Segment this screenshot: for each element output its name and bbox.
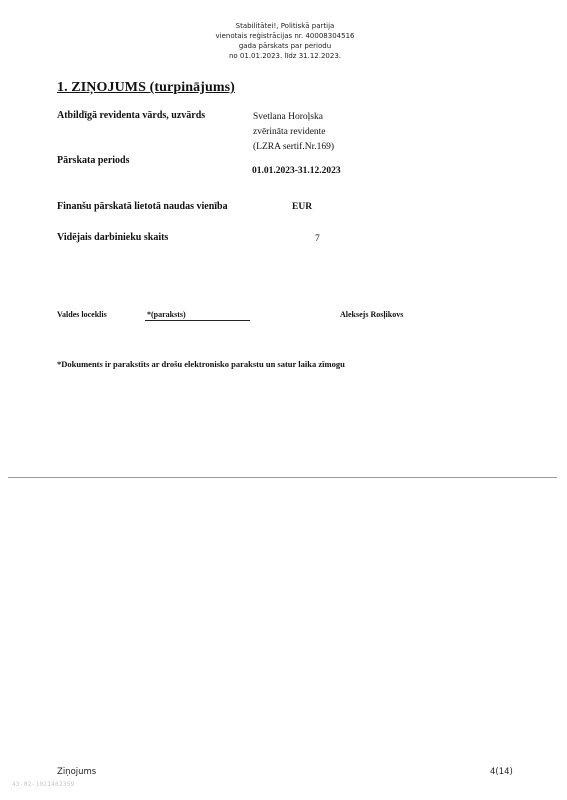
board-member-label: Valdes loceklis: [57, 310, 107, 319]
signature-line: [145, 320, 250, 321]
period-value: 01.01.2023-31.12.2023: [252, 166, 341, 176]
auditor-label: Atbildīgā revidenta vārds, uzvārds: [57, 110, 206, 121]
employees-label: Vidējais darbinieku skaits: [57, 232, 169, 243]
period-label: Pārskata periods: [57, 155, 130, 166]
currency-value: EUR: [292, 202, 313, 212]
auditor-details: [253, 110, 334, 155]
electronic-signature-note: *Dokuments ir parakstīts ar drošu elektronisko parakstu un satur laika zīmogu: [57, 359, 345, 369]
footer-document-name: Ziņojums: [57, 767, 97, 777]
currency-label: Finanšu pārskatā lietotā naudas vienība: [57, 201, 228, 212]
header-line-report: gada pārskats par periodu: [238, 42, 332, 50]
auditor-certificate: (LZRA sertif.Nr.169): [253, 142, 335, 152]
footer-document-code: 43-02-1021462359: [12, 781, 75, 788]
signer-name: Aleksejs Rosļikovs: [340, 310, 404, 319]
header-line-regnr: vienotais reģistrācijas nr. 40008304516: [215, 32, 355, 40]
signature-placeholder: *(paraksts): [147, 310, 186, 319]
footer-page-number: 4(14): [490, 767, 513, 777]
document-header: [200, 21, 370, 61]
employees-value: 7: [315, 234, 320, 244]
auditor-role: zvērināta revidente: [253, 127, 326, 137]
header-line-period: no 01.01.2023. līdz 31.12.2023.: [228, 52, 341, 60]
auditor-name: Svetlana Horoļska: [253, 112, 323, 122]
page-divider: [8, 477, 557, 478]
section-title: 1. ZIŅOJUMS (turpinājums): [57, 80, 235, 95]
header-line-party: Stabilitātei!, Politiskā partija: [235, 22, 335, 30]
